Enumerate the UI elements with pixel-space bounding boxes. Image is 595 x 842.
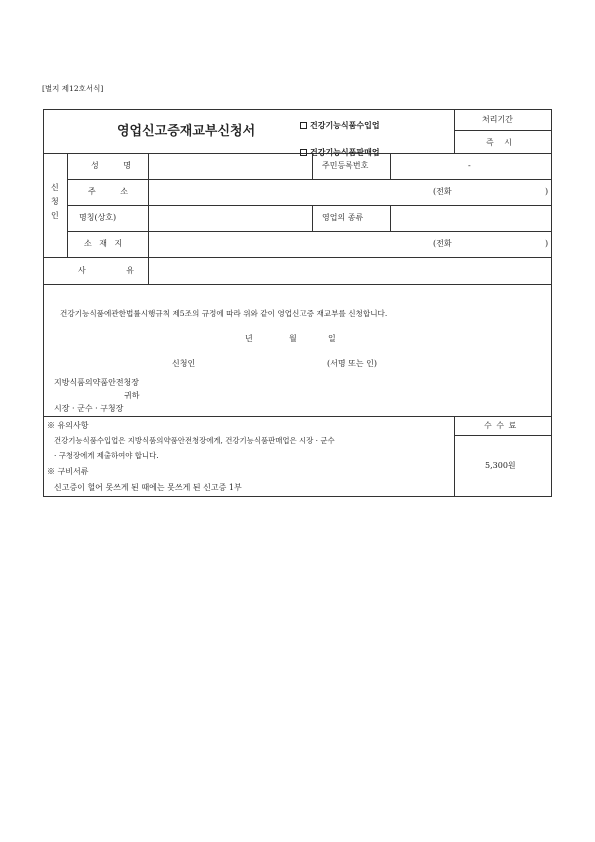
- signature-note: (서명 또는 인): [327, 359, 377, 368]
- required-docs-heading: ※ 구비서류: [47, 467, 89, 476]
- notes-line-2: · 구청장에게 제출하여야 합니다.: [54, 451, 159, 460]
- location-phone-close: ): [545, 239, 549, 248]
- recipient-line-2: 귀하: [124, 391, 140, 400]
- location-phone-label: (전화: [433, 239, 452, 248]
- checkbox-health-food-import[interactable]: [300, 113, 380, 132]
- business-type-label: 건강기능식품수입업: [310, 121, 380, 130]
- notes-heading: ※ 유의사항: [47, 421, 89, 430]
- applicant-section-char: 인: [51, 211, 59, 220]
- business-kind-field[interactable]: [392, 207, 549, 229]
- applicant-section-char: 신: [51, 183, 59, 192]
- rrn-label: 주민등록번호: [322, 161, 369, 170]
- applicant-section-char: 청: [51, 197, 59, 206]
- processing-period-label: 처리기간: [482, 115, 513, 124]
- applicant-signature-label: 신청인: [172, 359, 196, 368]
- declaration-text: 건강기능식품에관한법률시행규칙 제5조의 규정에 따라 위와 같이 영업신고증 재교부를 신청합니다.: [60, 309, 388, 318]
- business-kind-label: 영업의 종류: [322, 213, 364, 222]
- date-month-label: 월: [289, 334, 297, 343]
- rrn-separator: -: [468, 161, 471, 170]
- rrn-field[interactable]: [392, 155, 549, 177]
- fee-value: 5,300원: [485, 461, 516, 470]
- notes-line-1: 건강기능식품수입업은 지방식품의약품안전청장에게, 건강기능식품판매업은 시장 · 군수: [54, 436, 335, 445]
- business-name-field[interactable]: [150, 207, 310, 229]
- location-field[interactable]: [150, 233, 549, 255]
- date-year-label: 년: [245, 334, 253, 343]
- date-day-label: 일: [328, 334, 336, 343]
- business-type-label: 건강기능식품판매업: [310, 148, 380, 157]
- recipient-line-3: 시장 · 군수 · 구청장: [54, 404, 124, 413]
- processing-period-value: 즉 시: [486, 138, 512, 147]
- name-field[interactable]: [150, 155, 310, 177]
- checkbox-icon: [300, 122, 307, 129]
- applicant-signature-field[interactable]: [205, 356, 323, 370]
- form-id: [별지 제12호서식]: [42, 84, 104, 93]
- checkbox-health-food-sales[interactable]: [300, 140, 380, 159]
- fee-label: 수 수 료: [484, 421, 517, 430]
- name-label: 성 명: [91, 161, 131, 170]
- business-name-label: 명칭(상호): [79, 213, 117, 222]
- address-phone-close: ): [545, 187, 549, 196]
- recipient-line-1: 지방식품의약품안전청장: [54, 378, 140, 387]
- address-label: 주 소: [88, 187, 128, 196]
- required-docs-text: 신고증이 헐어 못쓰게 된 때에는 못쓰게 된 신고증 1부: [54, 483, 242, 492]
- address-phone-label: (전화: [433, 187, 452, 196]
- location-label: 소 재 지: [84, 239, 123, 248]
- date-field[interactable]: [240, 332, 340, 346]
- reason-field[interactable]: [150, 259, 549, 282]
- reason-label: 사 유: [78, 266, 134, 275]
- form-title: 영업신고증재교부신청서: [117, 124, 256, 139]
- address-field[interactable]: [150, 181, 549, 203]
